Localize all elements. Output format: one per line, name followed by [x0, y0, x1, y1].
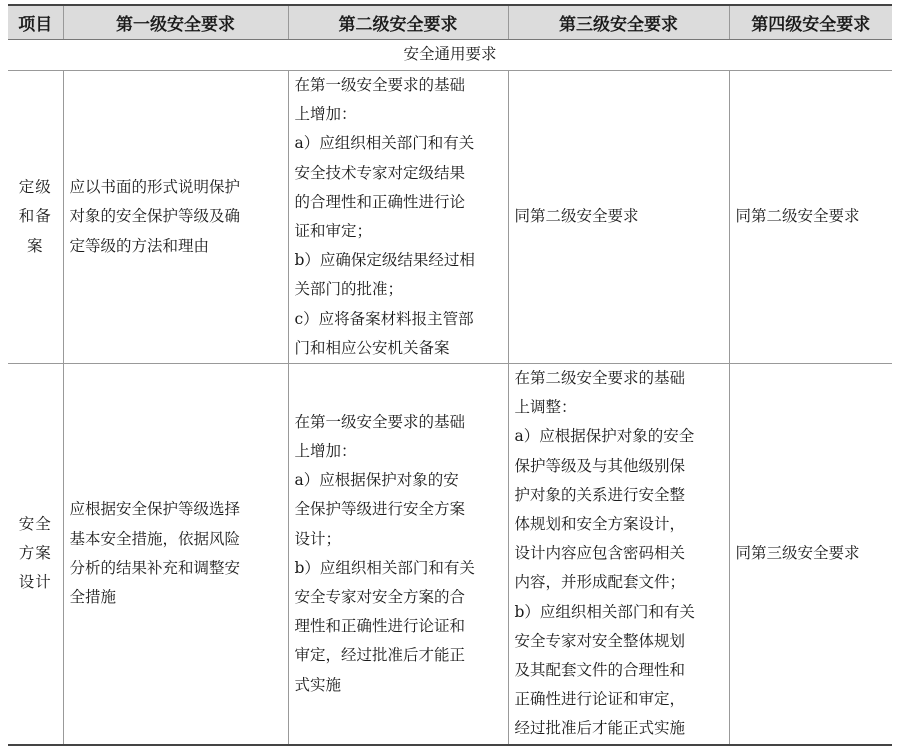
level-1-cell	[63, 71, 288, 364]
cell-line: b）应确保定级结果经过相	[294, 251, 475, 270]
cell-line: 正确性进行论证和审定，	[514, 690, 686, 709]
header-level-4: 第四级安全要求	[729, 5, 892, 40]
header-level-1: 第一级安全要求	[63, 5, 288, 40]
cell-line: 和备	[18, 207, 52, 226]
cell-line: 保护等级及与其他级别保	[514, 456, 686, 475]
cell-line: 同第二级安全要求	[514, 207, 639, 226]
cell-line: 关部门的批准；	[294, 280, 404, 299]
header-item: 项目	[8, 5, 63, 40]
level-2-cell	[288, 364, 508, 745]
security-requirements-table	[8, 4, 892, 746]
level-3-cell	[508, 364, 729, 745]
cell-line: 应根据安全保护等级选择	[69, 500, 241, 519]
cell-line: 案	[26, 236, 44, 255]
cell-line: 证和审定；	[294, 222, 373, 241]
section-title: 安全通用要求	[8, 40, 892, 71]
cell-line: 式实施	[294, 675, 342, 694]
cell-line: 分析的结果补充和调整安	[69, 558, 241, 577]
cell-line: 护对象的关系进行安全整	[514, 485, 686, 504]
cell-line: 的合理性和正确性进行论	[294, 192, 466, 211]
cell-line: 安全专家对安全方案的合	[294, 588, 466, 607]
cell-line: 定等级的方法和理由	[69, 236, 210, 255]
cell-line: a）应组织相关部门和有关	[294, 134, 475, 153]
cell-line: 在第一级安全要求的基础	[294, 76, 466, 94]
cell-line: 上增加：	[294, 105, 357, 124]
cell-line: 设计	[18, 573, 52, 592]
cell-line: 对象的安全保护等级及确	[69, 207, 241, 226]
item-cell	[8, 71, 63, 364]
level-3-cell	[508, 71, 729, 364]
cell-line: 内容，并形成配套文件；	[514, 573, 686, 592]
cell-line: b）应组织相关部门和有关	[294, 558, 475, 577]
level-1-cell	[63, 364, 288, 745]
cell-line: 安全技术专家对定级结果	[294, 163, 466, 182]
cell-line: 安全	[18, 515, 52, 534]
cell-line: 设计内容应包含密码相关	[514, 544, 686, 563]
cell-line: 定级	[18, 178, 52, 197]
cell-line: 门和相应公安机关备案	[294, 338, 450, 357]
cell-line: 同第三级安全要求	[735, 544, 860, 563]
header-row	[8, 5, 892, 40]
cell-line: 在第二级安全要求的基础	[514, 369, 686, 388]
cell-line: 全措施	[69, 588, 117, 607]
section-row	[8, 40, 892, 71]
cell-line: 上调整：	[514, 398, 577, 417]
cell-line: 应以书面的形式说明保护	[69, 178, 241, 197]
cell-line: 同第二级安全要求	[735, 207, 860, 226]
table-row	[8, 364, 892, 745]
cell-line: 全保护等级进行安全方案	[294, 500, 466, 519]
cell-line: 安全专家对安全整体规划	[514, 631, 686, 650]
level-2-cell	[288, 71, 508, 364]
level-4-cell	[729, 71, 892, 364]
cell-line: 审定，经过批准后才能正	[294, 646, 466, 665]
cell-line: 上增加：	[294, 442, 357, 461]
cell-line: 设计；	[294, 529, 342, 548]
cell-line: c）应将备案材料报主管部	[294, 309, 474, 328]
header-level-3: 第三级安全要求	[508, 5, 729, 40]
cell-line: 及其配套文件的合理性和	[514, 661, 686, 680]
cell-line: 方案	[18, 544, 52, 563]
cell-line: 在第一级安全要求的基础	[294, 412, 466, 431]
cell-line: 体规划和安全方案设计，	[514, 515, 686, 534]
table-row	[8, 71, 892, 364]
cell-line: 基本安全措施，依据风险	[69, 529, 241, 548]
header-level-2: 第二级安全要求	[288, 5, 508, 40]
cell-line: a）应根据保护对象的安全	[514, 427, 695, 446]
cell-line: a）应根据保护对象的安	[294, 471, 459, 490]
cell-line: 理性和正确性进行论证和	[294, 617, 466, 636]
level-4-cell	[729, 364, 892, 745]
item-cell	[8, 364, 63, 745]
cell-line: 经过批准后才能正式实施	[514, 719, 686, 738]
cell-line: b）应组织相关部门和有关	[514, 602, 695, 621]
